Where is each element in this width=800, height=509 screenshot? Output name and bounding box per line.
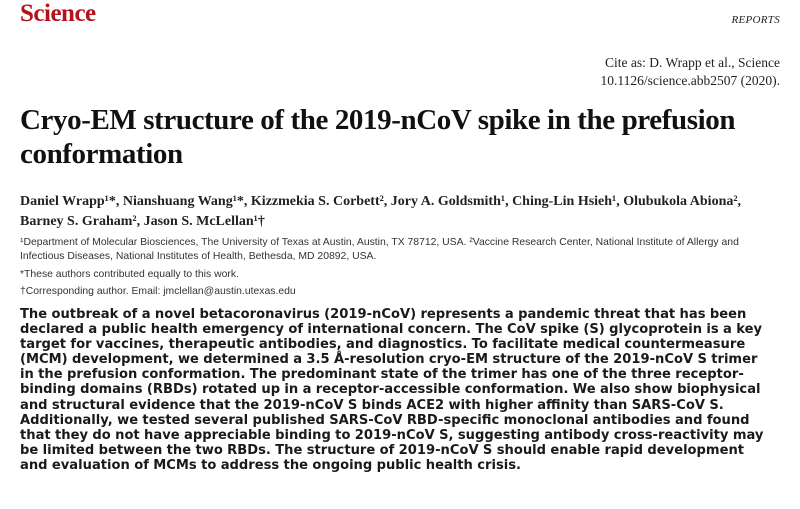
journal-header (0, 0, 800, 40)
citation-line-1: Cite as: D. Wrapp et al., Science (604, 55, 780, 70)
corresponding-author-note: †Corresponding author. Email: jmclellan@austin.utexas.edu (20, 286, 296, 297)
equal-contribution-note: *These authors contributed equally to this work. (20, 269, 239, 280)
abstract: The outbreak of a novel betacoronavirus (2019-nCoV) represents a pandemic threat that has been declared a public health emergency of international concern. The CoV spike (S) glycoprotein is a key target for vaccines, therapeutic antibodies, and diagnostics. To facilitate medical countermeasure (MCM) development, we determined a 3.5 Å-resolution cryo-EM structure of the 2019-nCoV S trimer in the prefusion conformation. The predominant state of the trimer has one of the three receptor-binding domains (RBDs) rotated up in a receptor-accessible conformation. We also show biophysical and structural evidence that the 2019-nCoV S binds ACE2 with higher affinity than SARS-CoV S. Additionally, we tested several published SARS-CoV RBD-specific monoclonal antibodies and found that they do not have appreciable binding to 2019-nCoV S, suggesting antibody cross-reactivity may be limited between the two RBDs. The structure of 2019-nCoV S should enable rapid development and evaluation of MCMs to address the ongoing public health crisis. (20, 307, 764, 473)
affiliations: ¹Department of Molecular Biosciences, The University of Texas at Austin, Austin, TX 78712, USA. ²Vaccine Research Center, National Institute of Allergy and Infectious Diseases, National Institutes of Health, Bethesda, MD 20892, USA. (20, 237, 739, 262)
section-label: REPORTS (731, 14, 780, 26)
author-list: Daniel Wrapp¹*, Nianshuang Wang¹*, Kizzmekia S. Corbett², Jory A. Goldsmith¹, Ching-Lin Hsieh¹, Olubukola Abiona², Barney S. Graham², Jason S. McLellan¹† (20, 194, 742, 229)
citation-doi[interactable]: 10.1126/science.abb2507 (2020). (600, 73, 780, 88)
citation-block (601, 54, 780, 90)
journal-logo[interactable]: Science (20, 0, 96, 27)
article-title: Cryo-EM structure of the 2019-nCoV spike in the prefusion conformation (20, 104, 736, 170)
